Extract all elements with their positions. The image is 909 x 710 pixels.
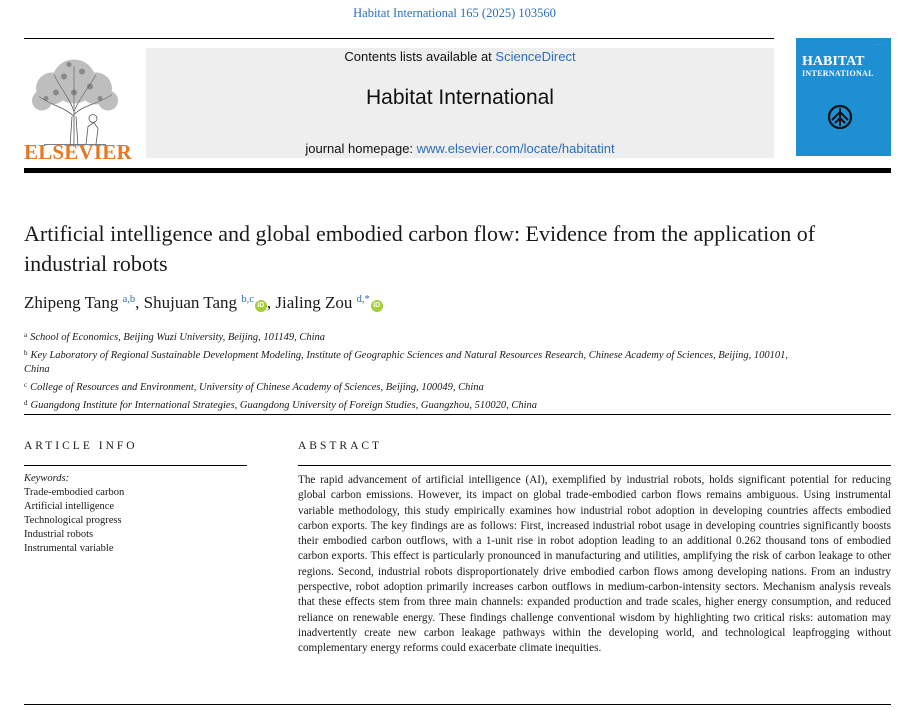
keywords-label: Keywords: xyxy=(24,473,70,484)
author-separator: , xyxy=(266,293,276,312)
author-list xyxy=(24,293,884,313)
cover-fine-print: · · · · · xyxy=(873,42,885,47)
affiliation-text: Key Laboratory of Regional Sustainable Development Modeling, Institute of Geographic Sciences and Natural Resources Research, Chinese Academy of Sciences, Beijing, 100101, China xyxy=(24,350,788,375)
publisher-wordmark: ELSEVIER xyxy=(24,140,132,164)
keyword-item: Technological progress xyxy=(24,515,122,526)
header-divider xyxy=(24,38,774,39)
abstract-heading: ABSTRACT xyxy=(298,440,383,452)
journal-banner xyxy=(146,48,774,158)
orcid-icon[interactable]: iD xyxy=(371,300,383,312)
affiliation-item xyxy=(24,396,794,413)
author-name[interactable]: Shujuan Tang xyxy=(143,293,238,312)
abstract-rule xyxy=(298,465,891,466)
affiliation-item xyxy=(24,346,794,377)
section-divider xyxy=(24,414,891,415)
affiliation-key: d xyxy=(24,399,28,407)
affiliation-key: b xyxy=(24,349,28,357)
header-thick-rule xyxy=(24,168,891,173)
homepage-prefix: journal homepage: xyxy=(305,141,417,156)
author-affiliation-marker[interactable]: b,c xyxy=(241,294,254,305)
journal-cover[interactable] xyxy=(796,38,891,156)
keyword-item: Trade-embodied carbon xyxy=(24,487,125,498)
keyword-item: Instrumental variable xyxy=(24,543,114,554)
affiliation-key: a xyxy=(24,331,28,339)
keyword-list xyxy=(24,486,244,556)
cover-title-line1: HABITAT xyxy=(802,54,865,69)
journal-title: Habitat International xyxy=(366,86,554,109)
sciencedirect-link[interactable]: ScienceDirect xyxy=(495,49,576,64)
affiliation-key: c xyxy=(24,381,28,389)
contents-line xyxy=(146,49,774,64)
author-separator: , xyxy=(135,293,144,312)
author-name[interactable]: Jialing Zou xyxy=(275,293,353,312)
orcid-icon[interactable]: iD xyxy=(255,300,267,312)
keywords-block xyxy=(24,472,244,556)
author-name[interactable]: Zhipeng Tang xyxy=(24,293,119,312)
cover-title-line2: INTERNATIONAL xyxy=(802,69,874,78)
contents-prefix: Contents lists available at xyxy=(344,49,496,64)
journal-homepage-link[interactable]: www.elsevier.com/locate/habitatint xyxy=(416,141,615,156)
habitat-emblem-icon xyxy=(827,104,853,130)
affiliation-item xyxy=(24,328,794,345)
affiliation-item xyxy=(24,378,794,395)
author-affiliation-marker[interactable]: d,* xyxy=(356,294,370,305)
article-info-heading: ARTICLE INFO xyxy=(24,440,138,452)
affiliation-text: Guangdong Institute for International Strategies, Guangdong University of Foreign Studies, Guangzhou, 510020, China xyxy=(30,400,538,411)
journal-citation[interactable]: Habitat International 165 (2025) 103560 xyxy=(353,6,556,20)
homepage-line xyxy=(146,141,774,156)
affiliation-list xyxy=(24,328,794,414)
article-info-rule xyxy=(24,465,247,466)
article-title: Artificial intelligence and global embodied carbon flow: Evidence from the application of industrial robots xyxy=(24,221,816,276)
affiliation-text: School of Economics, Beijing Wuzi University, Beijing, 101149, China xyxy=(30,332,326,343)
abstract-text: The rapid advancement of artificial intelligence (AI), exemplified by industrial robots, holds significant potential for reducing global carbon emissions. However, its impact on global trade-embodied carbon flows remains ambiguous. Using instrumental variable methodology, this study empirically examines how industrial robot adoption in developing countries affects embodied carbon exports. The key findings are as follows: First, increased industrial robot usage in developing countries significantly boosts their embodied carbon outflows, with a 1-unit rise in robot adoption leading to an additional 0.262 thousand tons of embodied carbon exports. This effect is particularly pronounced in manufacturing and utilities, amplifying the risk of carbon leakage to other regions. Second, industrial robots disproportionately drive embodied carbon flows among developing nations. From an industry perspective, robot adoption primarily increases carbon outflows in medium-carbon-intensity sectors. Mechanism analysis reveals that these effects stem from three main channels: expanded production and trade scales, higher energy consumption, and reduced reliance on renewable energy. These findings challenge conventional wisdom by highlighting two critical risks: automation may inadvertently create new carbon leakage pathways within the developing world, and technological leapfrogging without complementary energy reforms could exacerbate climate inequities. xyxy=(298,474,891,655)
affiliation-text: College of Resources and Environment, University of Chinese Academy of Sciences, Beijing, 100049, China xyxy=(30,382,484,393)
author-affiliation-marker[interactable]: a,b xyxy=(122,294,136,305)
bottom-divider xyxy=(24,704,891,705)
keyword-item: Industrial robots xyxy=(24,529,94,540)
keyword-item: Artificial intelligence xyxy=(24,501,115,512)
cover-title xyxy=(802,56,891,80)
